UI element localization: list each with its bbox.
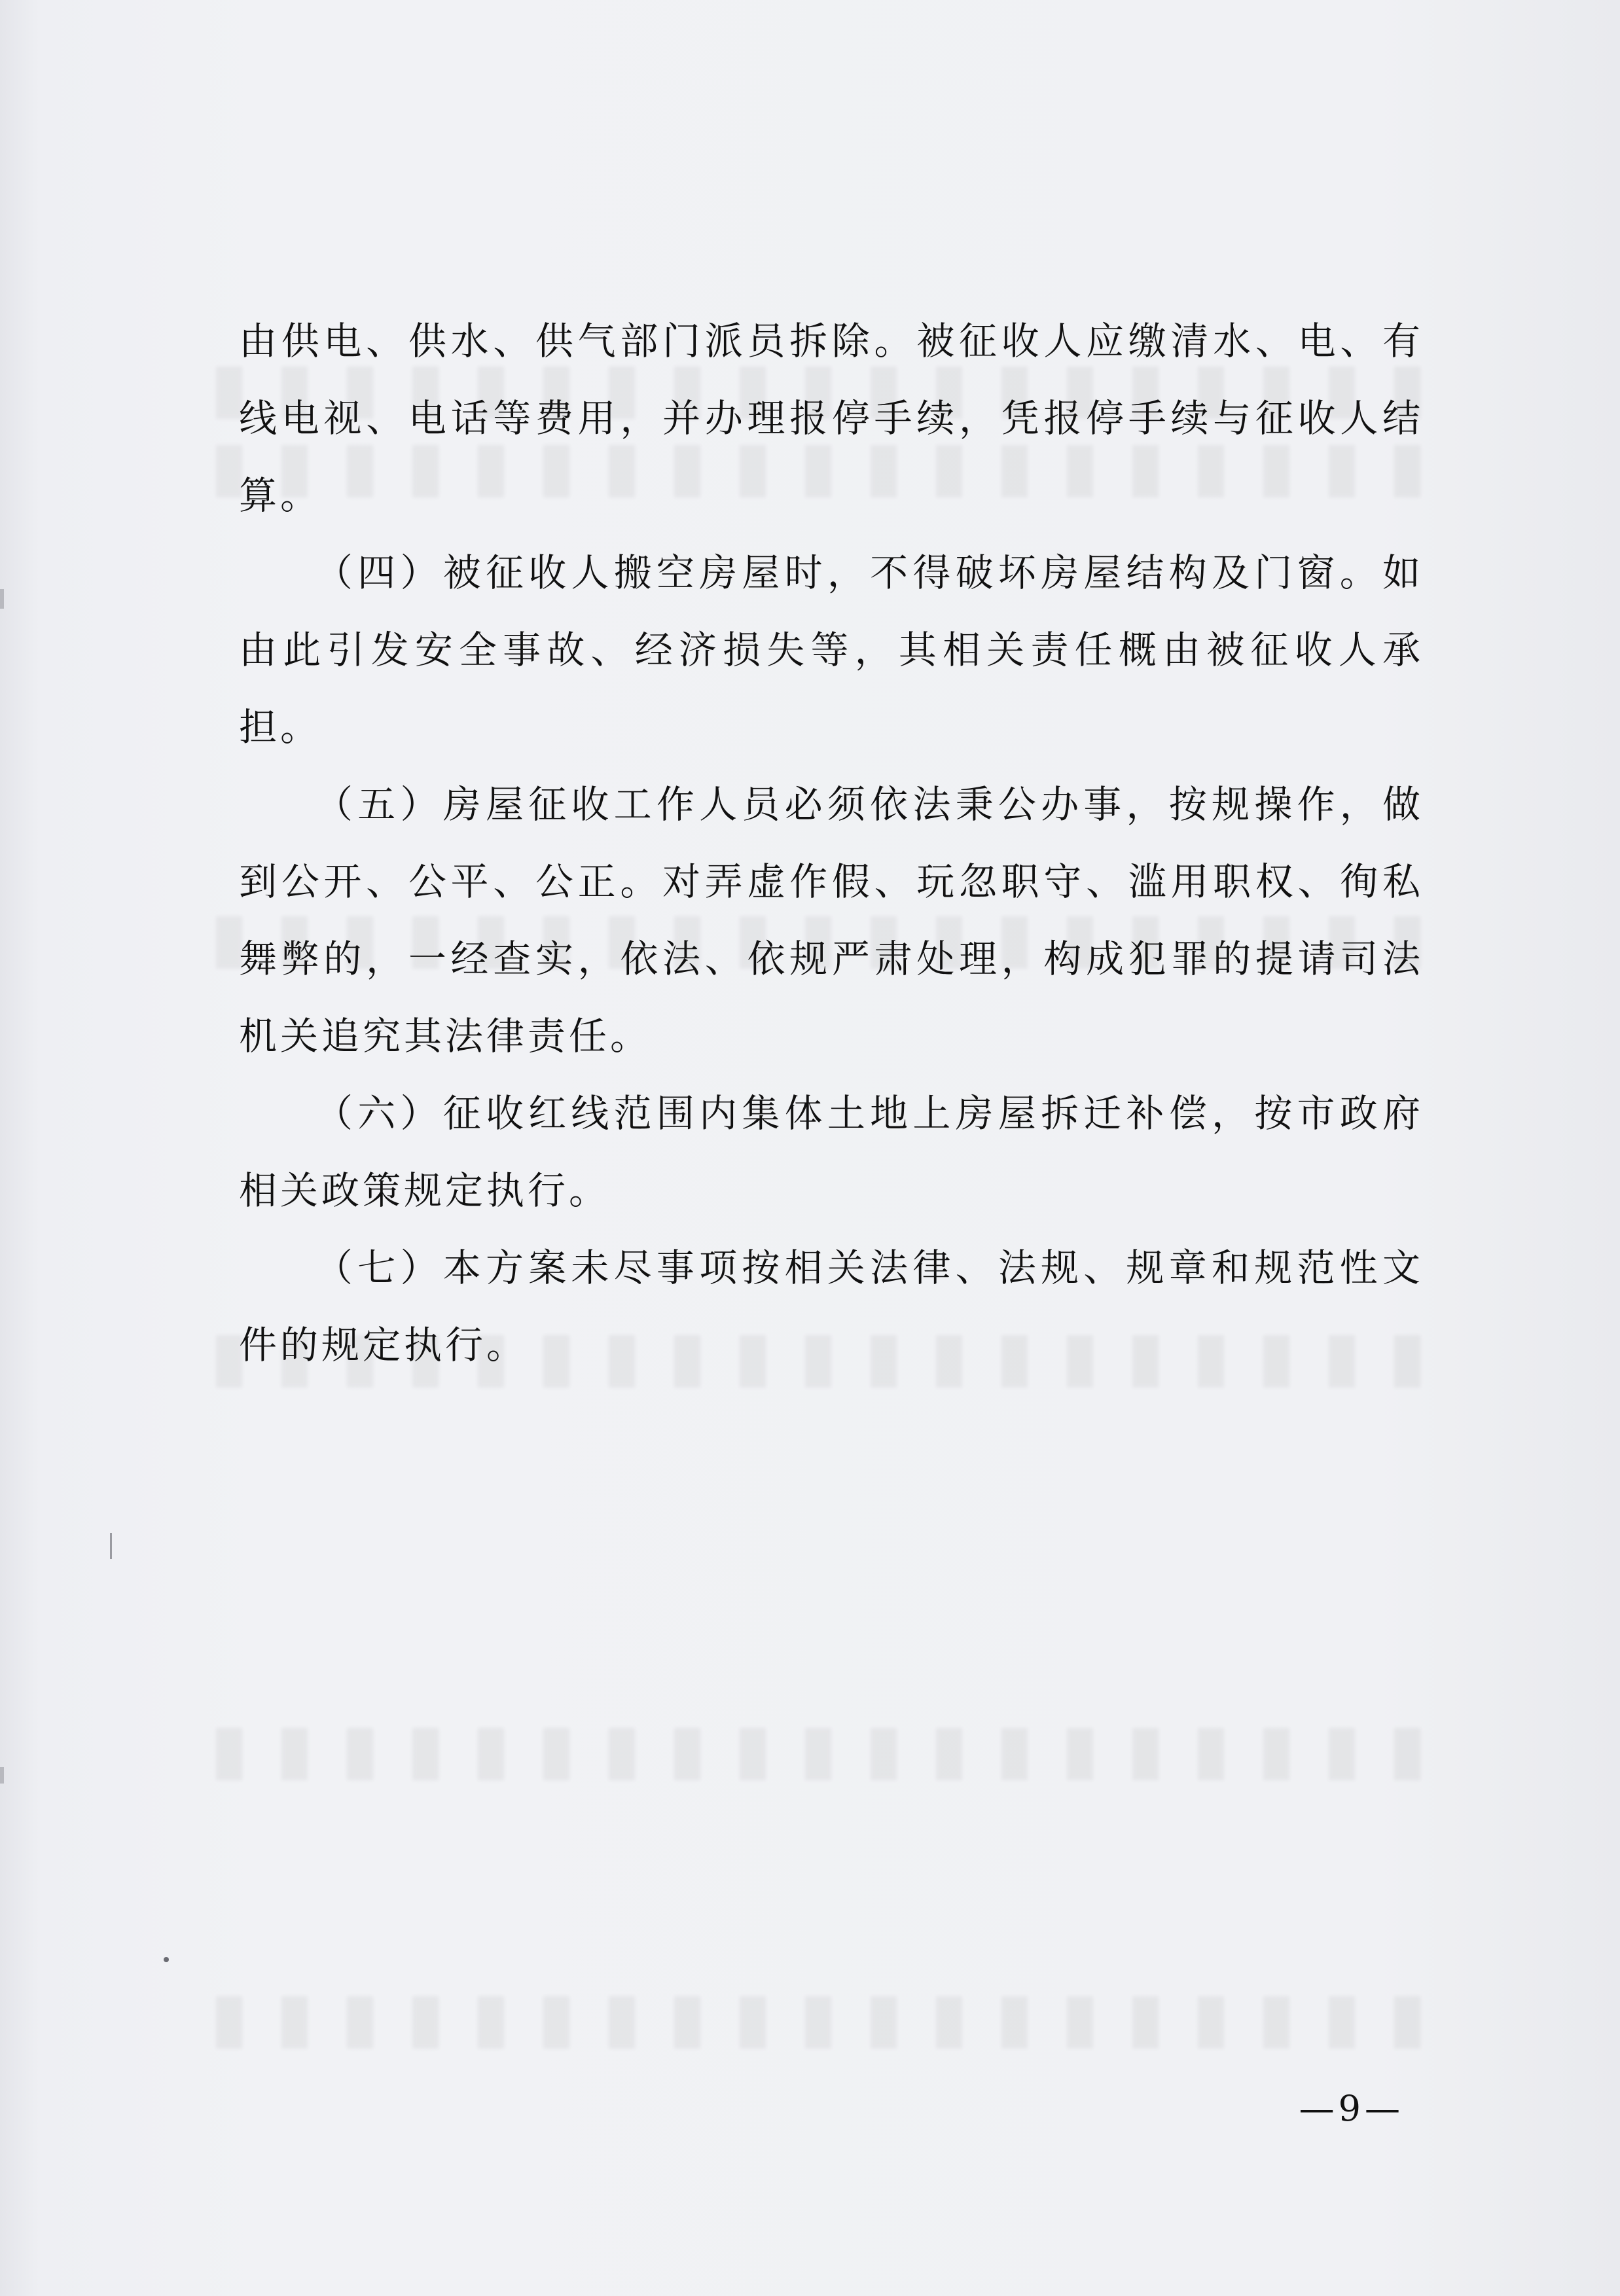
paragraph-item-4: （四）被征收人搬空房屋时，不得破坏房屋结构及门窗。如由此引发安全事故、经济损失等，其相关责任概由被征收人承担。	[239, 550, 1424, 749]
paragraph-item-6: （六）征收红线范围内集体土地上房屋拆迁补偿，按市政府相关政策规定执行。	[239, 1091, 1424, 1213]
paragraph-continuation: 由供电、供水、供气部门派员拆除。被征收人应缴清水、电、有线电视、电话等费用，并办理报停手续，凭报停手续与征收人结算。	[239, 319, 1424, 518]
paragraph-item-5: （五）房屋征收工作人员必须依法秉公办事，按规操作，做到公开、公平、公正。对弄虚作假、玩忽职守、滥用职权、徇私舞弊的，一经查实，依法、依规严肃处理，构成犯罪的提请司法机关追究其法律责任。	[239, 782, 1424, 1058]
scan-edge-mark	[0, 1767, 4, 1784]
show-through-shadow	[216, 1996, 1427, 2049]
scan-speck	[164, 1957, 169, 1962]
scan-margin-tick	[110, 1533, 112, 1559]
page-number: —9—	[1299, 2088, 1404, 2129]
show-through-shadow	[216, 1728, 1427, 1780]
paragraph-item-7: （七）本方案未尽事项按相关法律、法规、规章和规范性文件的规定执行。	[239, 1246, 1424, 1367]
document-body	[239, 302, 1424, 1384]
scan-edge-mark	[0, 589, 4, 609]
